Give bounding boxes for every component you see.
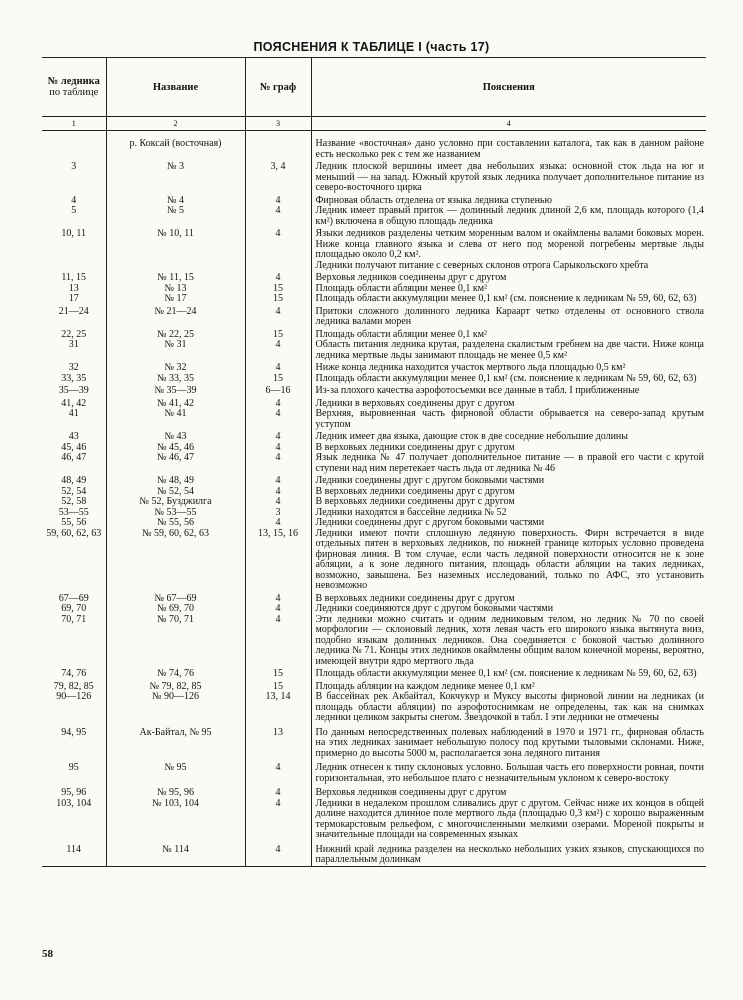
glacier-number-cell: 79, 82, 85 90—126 [53,680,94,702]
explanation-cell: Ледники в верховьях соединены друг с другом Верхняя, выровненная часть фирновой области обрывается на северо-запад крутым уступом [311,397,706,431]
glacier-name-cell: № 74, 76 [106,667,245,680]
glacier-number-cell: 41, 42 41 [61,397,87,419]
explanation-cell: Из-за плохого качества аэрофотосъемки все данные в табл. I приближенные [311,384,706,397]
table-row [42,592,706,668]
table-row [42,759,706,784]
explanations-table [42,57,706,867]
table-row [42,841,706,867]
table-row [42,271,706,305]
column-number: 3 [245,117,311,131]
explanation-cell: Верховья ледников соединены друг с другом Ледники в недалеком прошлом сливались друг с другом. Сейчас ниже их концов в общей долине находится длинное поле мертвого льда (площадью 0,3 км²) с хорошо выраженным термокарстовым рельефом, с многочисленными мелкими озерами. Мореной покрыты и значительные площади на современных языках [311,784,706,841]
header-explanation: Пояснения [311,58,706,117]
graph-number-cell: 4 4 4 3 4 13, 15, 16 [245,474,311,592]
glacier-number-cell: 74, 76 [61,668,87,679]
glacier-name-cell: № 22, 25 № 31 [106,328,245,362]
glacier-number-cell: 21—24 [58,305,89,317]
glacier-name-cell: № 11, 15 № 13 № 17 [106,271,245,305]
graph-number-cell: 4 [245,305,311,328]
table-row [42,724,706,760]
glacier-name-cell: № 43 № 45, 46 № 46, 47 [106,430,245,474]
table-row [42,131,706,161]
glacier-name-cell: Ак-Байтал, № 95 [106,724,245,760]
glacier-number-cell: 4 5 [71,194,77,216]
graph-number-cell: 4 4 4 [245,430,311,474]
explanation-cell: Площадь области аккумуляции менее 0,1 км² (см. пояснение к ледникам № 59, 60, 62, 63) [311,667,706,680]
explanation-cell: Ледник имеет два языка, дающие сток в две соседние небольшие долины В верховьях ледники соединены друг с другом Язык ледника № 47 получает дополнительное питание — в правой его части с крутой ступени над ним перетекает часть льда от ледника № 46 [311,430,706,474]
glacier-number-cell: 32 33, 35 [61,362,87,384]
column-number: 4 [311,117,706,131]
graph-number-cell: 6—16 [245,384,311,397]
glacier-name-cell: № 114 [106,841,245,867]
explanation-cell: Притоки сложного долинного ледника Караарт четко отделены от основного ствола ледника валами морен [311,305,706,328]
table-row [42,305,706,328]
graph-number-cell: 4 [245,841,311,867]
explanation-cell: Ледник плоской вершины имеет два небольших языка: основной сток льда на юг и меньший — на запад. Южный крутой язык ледника получает дополнительное питание из северо-восточного цирка [311,160,706,194]
explanation-cell: Языки ледников разделены четким моренным валом и окаймлены валами боковых морен. Ниже конца главного языка и слева от него под мореной погребены мертвые льды площадью около 0,2 км². Ледники получают питание с северных склонов отрога Сарыкольского хребта [311,227,706,271]
glacier-number-cell: 3 [71,161,77,172]
glacier-number-cell: 22, 25 31 [61,328,87,350]
graph-number-cell: 4 4 4 [245,592,311,668]
table-row [42,361,706,384]
glacier-name-cell: № 79, 82, 85 № 90—126 [106,680,245,724]
column-number: 2 [106,117,245,131]
table-row [42,160,706,194]
glacier-number-cell: 95 [68,762,79,773]
graph-number-cell: 4 [245,227,311,271]
header-name: Название [106,58,245,117]
graph-number-cell: 4 4 [245,397,311,431]
explanation-cell: Площадь области абляции менее 0,1 км² Область питания ледника крутая, разделена скалистым гребнем на две части. Ниже конца ледника мертвые льды занимают площадь не менее 0,5 км² [311,328,706,362]
table-row [42,227,706,271]
column-number-row [42,117,706,131]
glacier-name-cell: № 10, 11 [106,227,245,271]
glacier-name-cell: № 35—39 [106,384,245,397]
explanation-cell: Фирновая область отделена от языка ледника ступенью Ледник имеет правый приток — долинный ледник длиной 2,6 км, площадь которого (1,4 км²) включена в общую площадь ледника [311,194,706,228]
table-row [42,397,706,431]
graph-number-cell: 3, 4 [245,160,311,194]
glacier-name-cell: № 95 [106,759,245,784]
glacier-number-cell [42,131,106,161]
explanation-cell: В верховьях ледники соединены друг с другом Ледники соединяются друг с другом боковыми частями Эти ледники можно считать и одним ледниковым телом, но ледник № 70 по своей морфологии — склоновый ледник, хотя левая часть его широкого языка вытянута вниз, подобно языкам долинных ледников. Она соединяется с боковой частью долинного ледника № 71. Концы этих ледников окаймлены общим валом конечной морены, вероятно, имеющей внутри ядро мертвого льда [311,592,706,668]
table-row [42,328,706,362]
glacier-name-cell: № 95, 96 № 103, 104 [106,784,245,841]
glacier-number-cell: 11, 15 13 17 [61,272,87,304]
page-title: ПОЯСНЕНИЯ К ТАБЛИЦЕ I (часть 17) [253,40,490,54]
graph-number-cell [245,131,311,161]
table-row [42,474,706,592]
explanation-cell: Нижний край ледника разделен на несколько небольших узких языков, спускающихся по параллельным долинкам [311,841,706,867]
glacier-number-cell: 48, 49 52, 54 52, 58 53—55 55, 56 59, 60, 62, 63 [46,475,102,539]
glacier-name-cell: № 21—24 [106,305,245,328]
page-number: 58 [42,948,53,960]
column-number: 1 [42,117,106,131]
explanation-cell: Верховья ледников соединены друг с другом Площадь области абляции менее 0,1 км² Площадь области аккумуляции менее 0,1 км² (см. пояснение к ледникам № 59, 60, 62, 63) [311,271,706,305]
table-row [42,384,706,397]
table-row [42,784,706,841]
explanation-cell: Название «восточная» дано условно при составлении каталога, так как в данном районе есть несколько рек с тем же названием [311,131,706,161]
graph-number-cell: 13 [245,724,311,760]
explanation-cell: По данным непосредственных полевых наблюдений в 1970 и 1971 гг., фирновая область на этих ледниках занимает небольшую полосу под крутыми тыловыми склонами. Ниже, примерно до высоты 5000 м, располагается зона ледяного питания [311,724,706,760]
table-row [42,667,706,680]
graph-number-cell: 4 15 [245,361,311,384]
glacier-number-cell: 114 [42,841,106,867]
glacier-name-cell: № 41, 42 № 41 [106,397,245,431]
glacier-name-cell: № 48, 49 № 52, 54 № 52, Бузджилга № 53—55 № 55, 56 № 59, 60, 62, 63 [106,474,245,592]
glacier-name-cell: № 4 № 5 [106,194,245,228]
graph-number-cell: 4 15 15 [245,271,311,305]
graph-number-cell: 4 4 [245,194,311,228]
glacier-name-cell: № 32 № 33, 35 [106,361,245,384]
graph-number-cell: 15 [245,667,311,680]
glacier-name-cell: № 67—69 № 69, 70 № 70, 71 [106,592,245,668]
table-row [42,430,706,474]
explanation-cell: Ледники соединены друг с другом боковыми частями В верховьях ледники соединены друг с другом В верховьях ледники соединены друг с другом Ледники находятся в бассейне ледника № 52 Ледники соединены друг с другом боковыми частями Ледники имеют почти сплошную ледяную поверхность. Фирн встречается в виде отдельных пятен в верховьях ледников, по нижней границе которых условно проведена фирновая линия. В том случае, если часть ледяной поверхности относится не к зоне абляции, а к зоне ледяного питания, площадь области абляции на таких ледниках, возможно, завышена. Без наземных исследований, только по АФС, это установить невозможно [311,474,706,592]
graph-number-cell: 15 13, 14 [245,680,311,724]
glacier-number-cell: 95, 96 103, 104 [56,787,92,809]
table-row [42,680,706,724]
glacier-number-cell: 35—39 [58,385,89,396]
table-row [42,194,706,228]
glacier-name-cell: р. Коксай (восточная) [106,131,245,161]
explanation-cell: Площадь абляции на каждом леднике менее 0,1 км² В бассейнах рек Акбайтал, Кокчукур и Муксу высоты фирновой линии на ледниках (и площадь области абляции) по аэрофотоснимкам не определены, так как на снимках ледники целиком закрыты снегом. Звездочкой в табл. I эти ледники не отмечены [311,680,706,724]
explanation-cell: Ниже конца ледника находится участок мертвого льда площадью 0,5 км² Площадь области аккумуляции менее 0,1 км² (см. пояснение к ледникам № 59, 60, 62, 63) [311,361,706,384]
glacier-name-cell: № 3 [106,160,245,194]
table-header-row [42,58,706,117]
graph-number-cell: 4 4 [245,784,311,841]
glacier-number-cell: 67—69 69, 70 70, 71 [58,592,89,625]
glacier-number-cell: 94, 95 [61,726,87,738]
header-graph: № граф [245,58,311,117]
glacier-number-cell: 10, 11 [61,228,87,239]
header-glacier-number: № ледника по таблице [42,58,106,117]
explanation-cell: Ледник отнесен к типу склоновых условно. Большая часть его поверхности ровная, почти горизонтальная, это небольшое плато с незначительным уклоном к северо-востоку [311,759,706,784]
graph-number-cell: 15 4 [245,328,311,362]
graph-number-cell: 4 [245,759,311,784]
glacier-number-cell: 43 45, 46 46, 47 [61,431,87,463]
